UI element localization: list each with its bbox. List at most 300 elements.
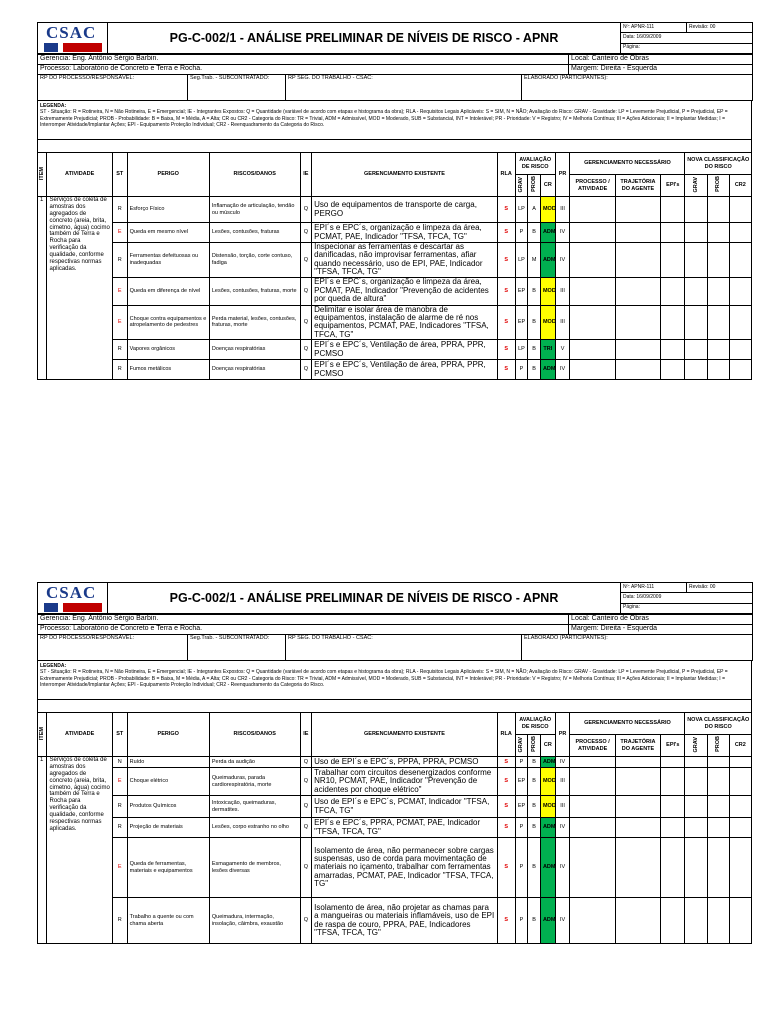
doc-date: Data: 16/09/2009 — [621, 33, 753, 43]
cr-cell: ADM — [540, 243, 555, 278]
cr-cell: MOD — [540, 277, 555, 305]
empty-cell — [729, 757, 751, 768]
ie-cell: Q — [300, 340, 312, 360]
table-row — [38, 838, 752, 898]
cr-cell: TRI — [540, 340, 555, 360]
st-cell: R — [112, 340, 127, 360]
table-row — [38, 243, 752, 278]
empty-cell — [570, 838, 615, 898]
perigo-cell: Produtos Químicos — [127, 796, 209, 818]
gerenciamento-cell: Uso de equipamentos de transporte de carga, PERGO — [312, 197, 498, 223]
gerencia-2: Gerencia: Eng. Antônio Sérgio Barbin. — [38, 615, 569, 625]
empty-cell — [661, 898, 685, 944]
page-title-2: PG-C-002/1 - ANÁLISE PRELIMINAR DE NÍVEIS DE RISCO - APNR — [108, 583, 621, 614]
perigo-cell: Esforço Físico — [127, 197, 209, 223]
rla-cell: S — [497, 277, 515, 305]
empty-cell — [661, 818, 685, 838]
margem: Margem: Direita - Esquerda — [569, 65, 753, 75]
col-aval-2: AVALIAÇÃO DE RISCO — [515, 713, 555, 735]
empty-cell — [707, 818, 729, 838]
col-st-2: ST — [112, 713, 127, 757]
empty-cell — [707, 757, 729, 768]
elaborado: ELABORADO (PARTICIPANTES): — [522, 75, 753, 101]
cr-cell: MOD — [540, 768, 555, 796]
empty-cell — [707, 768, 729, 796]
empty-cell — [729, 277, 751, 305]
col-cr2: CR2 — [729, 175, 751, 197]
empty-cell — [615, 277, 660, 305]
empty-cell — [729, 360, 751, 380]
col-traj-b: TRAJETÓRIA DO AGENTE — [615, 735, 660, 757]
empty-cell — [685, 838, 707, 898]
revision: Revisão: 00 — [687, 23, 753, 33]
info-block — [37, 54, 753, 101]
col-prob-c: PROB — [714, 736, 721, 753]
empty-cell — [615, 768, 660, 796]
cr-cell: MOD — [540, 197, 555, 223]
col-ie: IE — [300, 153, 312, 197]
prob-cell: B — [528, 757, 541, 768]
page-title: PG-C-002/1 - ANÁLISE PRELIMINAR DE NÍVEIS DE RISCO - APNR — [108, 23, 621, 54]
legend-title: LEGENDA: — [40, 103, 67, 109]
cr-cell: ADM — [540, 360, 555, 380]
st-cell: R — [112, 898, 127, 944]
col-grav-c: GRAV — [692, 736, 699, 753]
empty-cell — [615, 796, 660, 818]
grav-cell: P — [515, 898, 528, 944]
prob-cell: B — [528, 277, 541, 305]
col-perigo-2: PERIGO — [127, 713, 209, 757]
empty-cell — [661, 757, 685, 768]
col-cr2-b: CR2 — [729, 735, 751, 757]
table-row — [38, 818, 752, 838]
empty-cell — [570, 768, 615, 796]
riscos-cell: Lesões, contusões, fraturas, morte — [209, 277, 300, 305]
grav-cell: EP — [515, 305, 528, 340]
gerencia: Gerencia: Eng. Antônio Sérgio Barbin. — [38, 55, 569, 65]
col-rla: RLA — [497, 153, 515, 197]
empty-cell — [685, 197, 707, 223]
col-prob: PROB — [530, 176, 537, 193]
empty-cell — [615, 818, 660, 838]
gerenciamento-cell: EPI´s e EPC´s, organização e limpeza da área, PCMAT, PAE, Indicador "TFSA, TFCA, TG" — [312, 223, 498, 243]
table-body-2 — [38, 757, 752, 944]
prob-cell: B — [528, 818, 541, 838]
col-nova-2: NOVA CLASSIFICAÇÃO DO RISCO — [685, 713, 752, 735]
grav-cell: EP — [515, 277, 528, 305]
header — [37, 22, 753, 54]
table-row — [38, 898, 752, 944]
logo-text: CSAC — [46, 23, 97, 42]
cr-cell: ADM — [540, 223, 555, 243]
empty-cell — [707, 360, 729, 380]
margem-2: Margem: Direita - Esquerda — [569, 625, 753, 635]
empty-cell — [729, 243, 751, 278]
legend-text: ST - Situação: R = Rotineira, N = Não Rotineira, E = Emergencial; IE - Integrantes Expostos: Q = Quantidade (variável de acordo com etapas e histograma da obra); RLA - Requisitos Legais Aplicáveis: S = SIM, N = NÃO; Avaliação do Risco: GRAV - Gravidade: LP = Levemente Prejudicial, P = Prejudicial, EP = Extremamente Prejudicial; PROB - Probabilidade: B = Baixa, M = Média, A = Alta; CR ou CR2 - Categoria do Risco: TR = Trivial, ADM = Admissível, MOD = Moderado, SUB = Substancial, INT = Intolerável; PR - Prioridade: V = Registro; IV = Melhoria Contínua; III = Ações Adicionais; II = Implantar Medidas; I = Interromper Atividade/Implantar Ações; EPI - Equipamento Proteção Individual; CR2 - Reenquadramento da Categoria do Risco. — [40, 109, 728, 128]
st-cell: R — [112, 197, 127, 223]
empty-cell — [729, 223, 751, 243]
doc-number: Nº: APNR-111 — [621, 23, 687, 33]
col-epis-b: EPI's — [661, 735, 685, 757]
col-item-2: ITEM — [39, 726, 46, 740]
ie-cell: Q — [300, 277, 312, 305]
rla-cell: S — [497, 223, 515, 243]
pr-cell: IV — [555, 360, 570, 380]
local: Local: Canteiro de Obras — [569, 55, 753, 65]
col-pr: PR — [555, 153, 570, 197]
doc-number-2: Nº: APNR-111 — [621, 583, 687, 593]
prob-cell: B — [528, 360, 541, 380]
empty-cell — [661, 305, 685, 340]
elaborado-2: ELABORADO (PARTICIPANTES): — [522, 635, 753, 661]
empty-cell — [570, 340, 615, 360]
rla-cell: S — [497, 243, 515, 278]
riscos-cell: Intoxicação, queimaduras, dermatites. — [209, 796, 300, 818]
col-perigo: PERIGO — [127, 153, 209, 197]
col-cr-b: CR — [540, 735, 555, 757]
grav-cell: P — [515, 223, 528, 243]
st-cell: E — [112, 305, 127, 340]
sheet-1 — [37, 22, 752, 380]
table-row — [38, 360, 752, 380]
st-cell: R — [112, 818, 127, 838]
perigo-cell: Choque elétrico — [127, 768, 209, 796]
prob-cell: B — [528, 838, 541, 898]
pr-cell: IV — [555, 818, 570, 838]
empty-cell — [707, 197, 729, 223]
ie-cell: Q — [300, 757, 312, 768]
table-row — [38, 796, 752, 818]
pr-cell: III — [555, 768, 570, 796]
empty-cell — [661, 360, 685, 380]
empty-cell — [685, 340, 707, 360]
perigo-cell: Ferramentas defeituosas ou inadequadas — [127, 243, 209, 278]
pr-cell: IV — [555, 223, 570, 243]
activity-cell: Serviços de coleta de amostras dos agregados de concreto (areia, brita, cimetno, água) cocimo também de Terra e Rocha para verificação da qualidade, conforme respectivas normas aplicadas. — [47, 197, 112, 380]
rla-cell: S — [497, 197, 515, 223]
col-riscos: RISCOS/DANOS — [209, 153, 300, 197]
empty-cell — [685, 818, 707, 838]
table-row — [38, 223, 752, 243]
riscos-cell: Lesões, contusões, fraturas — [209, 223, 300, 243]
empty-cell — [661, 243, 685, 278]
table-row — [38, 305, 752, 340]
st-cell: N — [112, 757, 127, 768]
prob-cell: B — [528, 898, 541, 944]
gerenciamento-cell: EPI´s e EPC´s, Ventilação de área, PPRA, PPR, PCMSO — [312, 360, 498, 380]
empty-cell — [729, 818, 751, 838]
riscos-cell: Doenças respiratórias — [209, 340, 300, 360]
doc-page-2: Página: — [621, 603, 753, 613]
empty-cell — [707, 305, 729, 340]
grav-cell: P — [515, 360, 528, 380]
empty-cell — [661, 277, 685, 305]
cr-cell: MOD — [540, 796, 555, 818]
activity-cell: Serviços de coleta de amostras dos agregados de concreto (areia, brita, cimetno, água) cocimo também de Terra e Rocha para verificação da qualidade, conforme respectivas normas aplicadas. — [47, 757, 112, 944]
ie-cell: Q — [300, 818, 312, 838]
gerenciamento-cell: Uso de EPI´s e EPC´s, PPPA, PPRA, PCMSO — [312, 757, 498, 768]
pr-cell: IV — [555, 898, 570, 944]
perigo-cell: Choque contra equipamentos e atropelamento de pedestres — [127, 305, 209, 340]
empty-cell — [615, 305, 660, 340]
table-body-1 — [38, 197, 752, 380]
empty-cell — [729, 305, 751, 340]
legend-text-2: ST - Situação: R = Rotineira, N = Não Rotineira, E = Emergencial; IE - Integrantes Expostos: Q = Quantidade (variável de acordo com etapas e histograma da obra); RLA - Requisitos Legais Aplicáveis: S = SIM, N = NÃO; Avaliação do Risco: GRAV - Gravidade: LP = Levemente Prejudicial, P = Prejudicial, EP = Extremamente Prejudicial; PROB - Probabilidade: B = Baixa, M = Média, A = Alta; CR ou CR2 - Categoria do Risco: TR = Trivial, ADM = Admissível, MOD = Moderado, SUB = Substancial, INT = Intolerável; PR - Prioridade: V = Registro; IV = Melhoria Contínua; III = Ações Adicionais; II = Implantar Medidas; I = Interromper Atividade/Implantar Ações; EPI - Equipamento Proteção Individual; CR2 - Reenquadramento da Categoria do Risco. — [40, 669, 728, 688]
logo-text-2: CSAC — [46, 583, 97, 602]
empty-cell — [729, 768, 751, 796]
empty-cell — [685, 796, 707, 818]
empty-cell — [570, 757, 615, 768]
col-traj: TRAJETÓRIA DO AGENTE — [615, 175, 660, 197]
col-aval: AVALIAÇÃO DE RISCO — [515, 153, 555, 175]
gerenciamento-cell: Isolamento de área, não projetar as chamas para a mangueiras ou materiais inflamáveis, uso de EPI de raspa de couro, PPRA, PAE, Indicadores "TFSA, TFCA, TG" — [312, 898, 498, 944]
rla-cell: S — [497, 818, 515, 838]
empty-cell — [570, 243, 615, 278]
st-cell: R — [112, 796, 127, 818]
empty-cell — [570, 277, 615, 305]
st-cell: E — [112, 768, 127, 796]
col-grav-2: GRAV — [692, 176, 699, 193]
col-proc-ativ: PROCESSO / ATIVIDADE — [570, 175, 615, 197]
empty-cell — [685, 768, 707, 796]
logo-2 — [38, 583, 108, 614]
prob-cell: B — [528, 340, 541, 360]
empty-cell — [729, 340, 751, 360]
legend-title-2: LEGENDA: — [40, 663, 67, 669]
gerenciamento-cell: Isolamento de área, não permanecer sobre cargas suspensas, uso de corda para movimentação de materiais no içamento, trabalhar com ferramentas amarradas, PCMAT, PAE, Indicador "TFSA, TFCA, TG" — [312, 838, 498, 898]
empty-cell — [661, 197, 685, 223]
ie-cell: Q — [300, 243, 312, 278]
item-number: 1 — [38, 757, 47, 944]
empty-cell — [729, 898, 751, 944]
perigo-cell: Fumos metálicos — [127, 360, 209, 380]
empty-cell — [661, 838, 685, 898]
riscos-cell: Doenças respiratórias — [209, 360, 300, 380]
rp-seg-2: RP SEG. DO TRABALHO - CSAC: — [286, 635, 522, 661]
legend-2 — [37, 661, 752, 700]
col-prob-b: PROB — [530, 736, 537, 753]
ie-cell: Q — [300, 898, 312, 944]
header-2 — [37, 582, 753, 614]
empty-cell — [615, 243, 660, 278]
empty-cell — [661, 223, 685, 243]
empty-cell — [615, 757, 660, 768]
empty-cell — [707, 340, 729, 360]
ie-cell: Q — [300, 796, 312, 818]
empty-cell — [661, 768, 685, 796]
gerenciamento-cell: EPI´s e EPC´s, organização e limpeza da área, PCMAT, PAE, Indicador "Prevenção de acidentes por queda de altura" — [312, 277, 498, 305]
empty-cell — [729, 197, 751, 223]
sheet-2 — [37, 582, 752, 944]
grav-cell: P — [515, 838, 528, 898]
riscos-cell: Perda da audição — [209, 757, 300, 768]
empty-cell — [615, 360, 660, 380]
gerenciamento-cell: Delimitar e isolar área de manobra de equipamentos, instalação de alarme de ré nos equipamentos, PCMAT, PAE, Indicadores "TFSA, TFCA, TG" — [312, 305, 498, 340]
empty-cell — [707, 243, 729, 278]
info-block-2 — [37, 614, 753, 661]
col-ger-nec-2: GERENCIAMENTO NECESSÁRIO — [570, 713, 685, 735]
empty-cell — [661, 340, 685, 360]
col-ie-2: IE — [300, 713, 312, 757]
table-row — [38, 768, 752, 796]
pr-cell: III — [555, 796, 570, 818]
ie-cell: Q — [300, 197, 312, 223]
rla-cell: S — [497, 838, 515, 898]
perigo-cell: Queda em mesmo nível — [127, 223, 209, 243]
st-cell: E — [112, 277, 127, 305]
prob-cell: B — [528, 305, 541, 340]
empty-cell — [707, 277, 729, 305]
perigo-cell: Queda em diferença de nível — [127, 277, 209, 305]
logo — [38, 23, 108, 54]
riscos-cell: Perda material, lesões, contusões, fraturas, morte — [209, 305, 300, 340]
logo-bar-2 — [44, 603, 102, 612]
gerenciamento-cell: EPI´s e EPC´s, Ventilação de área, PPRA, PPR, PCMSO — [312, 340, 498, 360]
risk-table-1 — [37, 152, 752, 380]
processo-2: Processo: Laboratório de Concreto e Terra e Rocha. — [38, 625, 569, 635]
legend — [37, 101, 752, 140]
st-cell: E — [112, 223, 127, 243]
cr-cell: ADM — [540, 838, 555, 898]
empty-cell — [707, 838, 729, 898]
empty-cell — [615, 838, 660, 898]
riscos-cell: Inflamação de articulação, tendão ou músculo — [209, 197, 300, 223]
empty-cell — [570, 223, 615, 243]
pr-cell: IV — [555, 838, 570, 898]
perigo-cell: Vapores orgânicos — [127, 340, 209, 360]
pr-cell: III — [555, 197, 570, 223]
empty-cell — [685, 305, 707, 340]
table-row — [38, 757, 752, 768]
perigo-cell: Queda de ferramentas, materiais e equipamentos — [127, 838, 209, 898]
perigo-cell: Projeção de materiais — [127, 818, 209, 838]
empty-cell — [685, 277, 707, 305]
rla-cell: S — [497, 768, 515, 796]
grav-cell: LP — [515, 340, 528, 360]
gerenciamento-cell: Uso de EPI´s e EPC´s, PCMAT, Indicador "TFSA, TFCA, TG" — [312, 796, 498, 818]
prob-cell: A — [528, 197, 541, 223]
rla-cell: S — [497, 796, 515, 818]
pr-cell: III — [555, 305, 570, 340]
st-cell: R — [112, 360, 127, 380]
col-prob-2: PROB — [714, 176, 721, 193]
empty-cell — [615, 898, 660, 944]
processo: Processo: Laboratório de Concreto e Terra e Rocha. — [38, 65, 569, 75]
col-riscos-2: RISCOS/DANOS — [209, 713, 300, 757]
gerenciamento-cell: Inspecionar as ferramentas e descartar as danificadas, não improvisar ferramentas, afiar quando necessário, uso de EPI, PAE, Indicador "TFSA, TFCA, TG" — [312, 243, 498, 278]
grav-cell: LP — [515, 243, 528, 278]
col-ger-2: GERENCIAMENTO EXISTENTE — [312, 713, 498, 757]
doc-page: Página: — [621, 43, 753, 53]
prob-cell: B — [528, 796, 541, 818]
ie-cell: Q — [300, 223, 312, 243]
empty-cell — [685, 223, 707, 243]
cr-cell: ADM — [540, 818, 555, 838]
empty-cell — [615, 223, 660, 243]
empty-cell — [570, 898, 615, 944]
col-rla-2: RLA — [497, 713, 515, 757]
col-epis: EPI's — [661, 175, 685, 197]
cr-cell: ADM — [540, 898, 555, 944]
col-st: ST — [112, 153, 127, 197]
col-ger: GERENCIAMENTO EXISTENTE — [312, 153, 498, 197]
cr-cell: MOD — [540, 305, 555, 340]
empty-cell — [707, 898, 729, 944]
empty-cell — [661, 796, 685, 818]
seg-trab: Seg.Trab. - SUBCONTRATADO: — [188, 75, 286, 101]
st-cell: R — [112, 243, 127, 278]
item-number: 1 — [38, 197, 47, 380]
seg-trab-2: Seg.Trab. - SUBCONTRATADO: — [188, 635, 286, 661]
doc-date-2: Data: 16/09/2009 — [621, 593, 753, 603]
col-grav-b: GRAV — [518, 736, 525, 753]
riscos-cell: Esmagamento de membros, lesões diversas — [209, 838, 300, 898]
cr-cell: ADM — [540, 757, 555, 768]
empty-cell — [707, 223, 729, 243]
empty-cell — [570, 197, 615, 223]
grav-cell: P — [515, 757, 528, 768]
grav-cell: P — [515, 818, 528, 838]
col-item: ITEM — [39, 166, 46, 180]
table-row — [38, 277, 752, 305]
rla-cell: S — [497, 340, 515, 360]
pr-cell: IV — [555, 243, 570, 278]
table-row — [38, 340, 752, 360]
pr-cell: III — [555, 277, 570, 305]
col-nova: NOVA CLASSIFICAÇÃO DO RISCO — [685, 153, 752, 175]
prob-cell: B — [528, 223, 541, 243]
ie-cell: Q — [300, 360, 312, 380]
col-atividade-2: ATIVIDADE — [47, 713, 112, 757]
ie-cell: Q — [300, 768, 312, 796]
empty-cell — [615, 340, 660, 360]
empty-cell — [707, 796, 729, 818]
prob-cell: B — [528, 768, 541, 796]
pr-cell: IV — [555, 757, 570, 768]
rla-cell: S — [497, 757, 515, 768]
col-proc-ativ-b: PROCESSO / ATIVIDADE — [570, 735, 615, 757]
revision-2: Revisão: 00 — [687, 583, 753, 593]
empty-cell — [570, 305, 615, 340]
st-cell: E — [112, 838, 127, 898]
rla-cell: S — [497, 360, 515, 380]
riscos-cell: Queimadura, intermação, insolação, câimbra, exaustão — [209, 898, 300, 944]
riscos-cell: Distensão, torção, corte contuso, fadiga — [209, 243, 300, 278]
empty-cell — [685, 360, 707, 380]
col-cr: CR — [540, 175, 555, 197]
rp-seg: RP SEG. DO TRABALHO - CSAC: — [286, 75, 522, 101]
empty-cell — [615, 197, 660, 223]
empty-cell — [685, 243, 707, 278]
col-ger-nec: GERENCIAMENTO NECESSÁRIO — [570, 153, 685, 175]
col-grav: GRAV — [518, 176, 525, 193]
empty-cell — [685, 898, 707, 944]
table-row — [38, 197, 752, 223]
rla-cell: S — [497, 305, 515, 340]
empty-cell — [729, 838, 751, 898]
perigo-cell: Ruído — [127, 757, 209, 768]
col-atividade: ATIVIDADE — [47, 153, 112, 197]
riscos-cell: Lesões, corpo estranho no olho — [209, 818, 300, 838]
risk-table-2 — [37, 712, 752, 944]
empty-cell — [729, 796, 751, 818]
gerenciamento-cell: EPI´s e EPC´s, PPRA, PCMAT, PAE, Indicador "TFSA, TFCA, TG" — [312, 818, 498, 838]
empty-cell — [570, 818, 615, 838]
logo-bar — [44, 43, 102, 52]
gerenciamento-cell: Trabalhar com circuitos desenergizados conforme NR10, PCMAT, PAE, Indicador "Prevenção de acidentes por choque elétrico" — [312, 768, 498, 796]
pr-cell: V — [555, 340, 570, 360]
prob-cell: M — [528, 243, 541, 278]
